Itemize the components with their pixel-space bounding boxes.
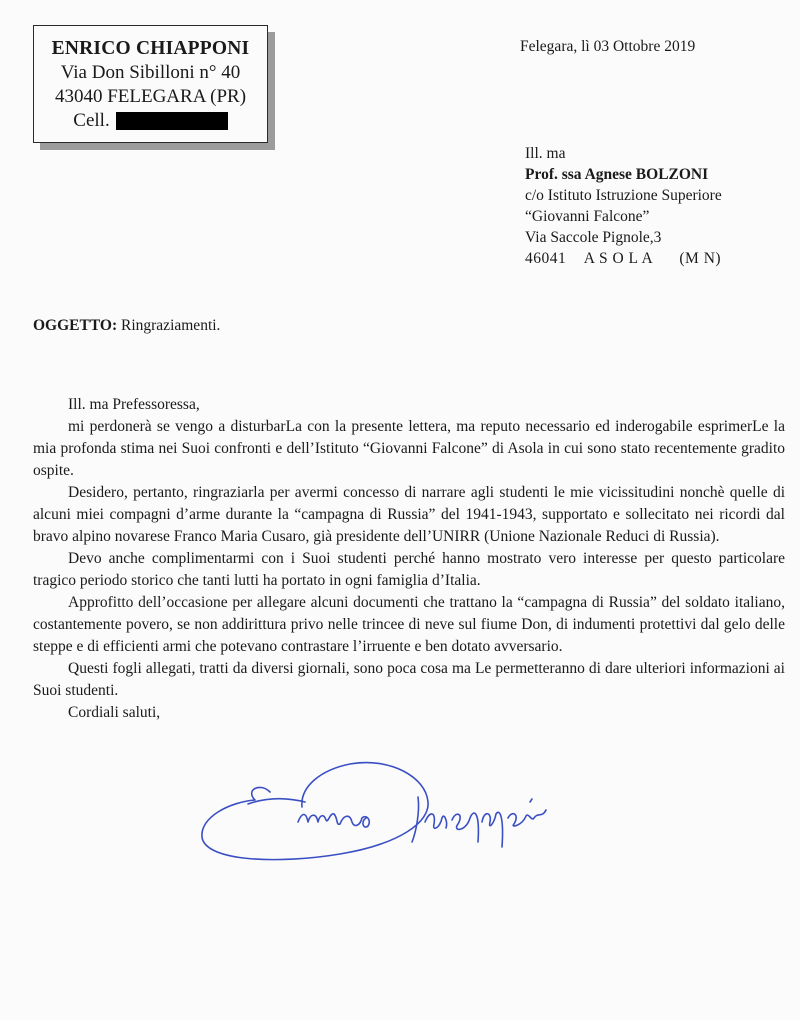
paragraph-2: Desidero, pertanto, ringraziarla per avermi concesso di narrare agli studenti le mie vicissitudini nonchè quelle di alcuni miei compagni d’arme durante la “campagna di Russia” del 1941-1943, supportato e sollecitato nei ricordi dal bravo alpino novarese Franco Maria Cusaro, già presidente dell’UNIRR (Unione Nazionale Reduci di Russia). <box>33 484 785 545</box>
recipient-city: A S O L A <box>583 250 654 267</box>
recipient-postcode: 46041 <box>525 250 567 267</box>
letter-body <box>33 394 785 724</box>
recipient-title: Ill. ma <box>525 145 566 162</box>
paragraph-4: Approfitto dell’occasione per allegare alcuni documenti che trattano la “campagna di Russia” del soldato italiano, costantemente povero, se non addirittura privo nelle trincee di neve sul fiume Don, di indumenti protettivi dal gelo delle steppe e di efficienti armi che potevano contrastare l’irruente e ben dotato avversario. <box>33 594 785 655</box>
recipient-city-line <box>525 248 722 269</box>
sender-street: Via Don Sibilloni n° 40 <box>60 62 241 83</box>
sender-city: 43040 FELEGARA (PR) <box>54 86 247 107</box>
closing: Cordiali saluti, <box>68 704 161 721</box>
recipient-line-3: Via Saccole Pignole,3 <box>525 229 662 246</box>
recipient-name: Prof. ssa Agnese BOLZONI <box>525 166 709 183</box>
sender-name: ENRICO CHIAPPONI <box>51 38 250 59</box>
sender-cell-row <box>34 109 267 133</box>
recipient-province: (M N) <box>679 250 722 267</box>
salutation: Ill. ma Prefessoressa, <box>68 396 200 413</box>
paragraph-1: mi perdonerà se vengo a disturbarLa con la presente lettera, ma reputo necessario ed inderogabile esprimerLe la mia profonda stima nei Suoi confronti e dell’Istituto “Giovanni Falcone” di Asola in cui sono stato recentemente gradito ospite. <box>33 418 785 479</box>
recipient-line-2: “Giovanni Falcone” <box>525 208 650 225</box>
recipient-block <box>525 143 722 269</box>
letter-date: Felegara, lì 03 Ottobre 2019 <box>520 38 696 55</box>
subject-label: OGGETTO: <box>33 317 118 334</box>
paragraph-5: Questi fogli allegati, tratti da diversi giornali, sono poca cosa ma Le permetteranno di dare ulteriori informazioni ai Suoi studenti. <box>33 660 785 699</box>
redacted-phone-bar <box>116 112 228 130</box>
sender-cell-label: Cell. <box>73 110 110 131</box>
subject-line <box>33 317 220 335</box>
recipient-line-1: c/o Istituto Istruzione Superiore <box>525 187 722 204</box>
handwritten-signature <box>190 752 590 872</box>
paragraph-3: Devo anche complimentarmi con i Suoi studenti perché hanno mostrato vero interesse per questo particolare tragico periodo storico che tanti lutti ha portato in ogni famiglia d’Italia. <box>33 550 785 589</box>
sender-box <box>33 25 268 143</box>
subject-text: Ringraziamenti. <box>121 317 221 334</box>
